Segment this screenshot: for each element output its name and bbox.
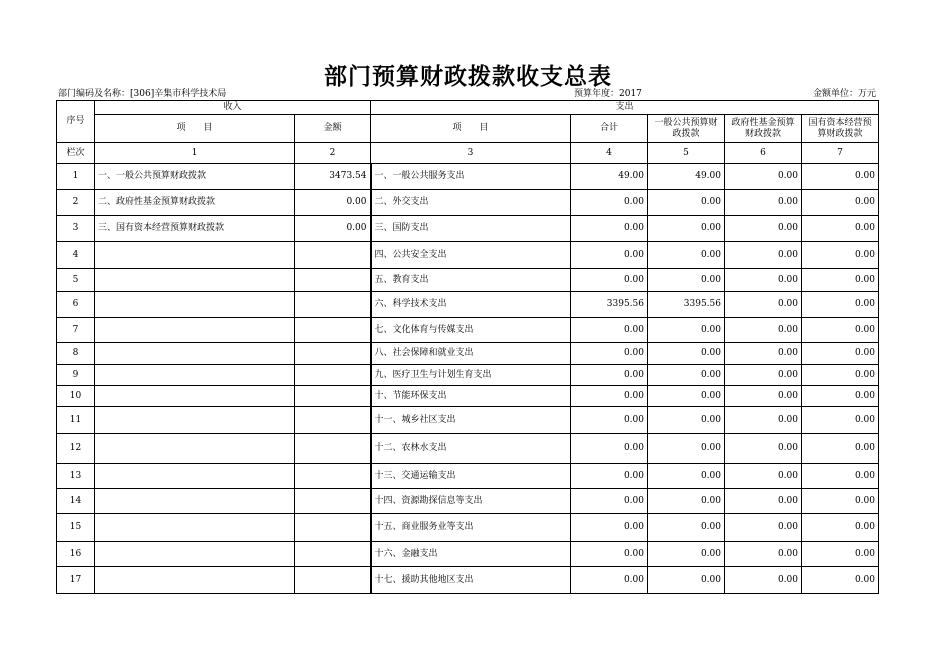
table-row — [57, 164, 879, 190]
table-row — [57, 242, 879, 269]
table-row — [57, 343, 879, 365]
row-seq: 11 — [57, 407, 95, 434]
general-budget-amount: 0.00 — [648, 318, 725, 343]
state-capital-amount: 0.00 — [802, 216, 879, 242]
income-item — [95, 514, 295, 542]
state-capital-amount: 0.00 — [802, 542, 879, 567]
state-capital-amount: 0.00 — [802, 190, 879, 216]
expense-item: 十四、资源勘探信息等支出 — [371, 489, 571, 514]
row-seq: 10 — [57, 386, 95, 407]
gov-fund-amount: 0.00 — [725, 489, 802, 514]
gov-fund-amount: 0.00 — [725, 514, 802, 542]
general-budget-amount: 0.00 — [648, 216, 725, 242]
income-item — [95, 269, 295, 292]
table-row — [57, 216, 879, 242]
state-capital-amount: 0.00 — [802, 434, 879, 464]
income-amount — [295, 365, 371, 386]
row-seq: 15 — [57, 514, 95, 542]
general-budget-amount: 0.00 — [648, 365, 725, 386]
header-income-amount: 金额 — [295, 115, 371, 143]
gov-fund-amount: 0.00 — [725, 464, 802, 489]
income-amount: 0.00 — [295, 216, 371, 242]
row-seq: 3 — [57, 216, 95, 242]
table-row — [57, 318, 879, 343]
row-seq: 5 — [57, 269, 95, 292]
state-capital-amount: 0.00 — [802, 318, 879, 343]
income-item — [95, 464, 295, 489]
column-index: 6 — [725, 143, 802, 164]
gov-fund-amount: 0.00 — [725, 216, 802, 242]
expense-item: 十、节能环保支出 — [371, 386, 571, 407]
income-amount: 3473.54 — [295, 164, 371, 190]
general-budget-amount: 0.00 — [648, 269, 725, 292]
state-capital-amount: 0.00 — [802, 242, 879, 269]
expense-item: 九、医疗卫生与计划生育支出 — [371, 365, 571, 386]
row-seq: 6 — [57, 292, 95, 318]
expense-item: 一、一般公共服务支出 — [371, 164, 571, 190]
gov-fund-amount: 0.00 — [725, 164, 802, 190]
header-seq: 序号 — [57, 101, 95, 143]
expense-total: 0.00 — [571, 216, 648, 242]
expense-total: 0.00 — [571, 489, 648, 514]
income-item — [95, 386, 295, 407]
row-seq: 16 — [57, 542, 95, 567]
row-seq: 2 — [57, 190, 95, 216]
gov-fund-amount: 0.00 — [725, 434, 802, 464]
state-capital-amount: 0.00 — [802, 343, 879, 365]
table-row — [57, 514, 879, 542]
table-row — [57, 386, 879, 407]
gov-fund-amount: 0.00 — [725, 318, 802, 343]
general-budget-amount: 0.00 — [648, 567, 725, 594]
general-budget-amount: 49.00 — [648, 164, 725, 190]
amount-unit-label: 金额单位：万元 — [812, 89, 876, 99]
header-income: 收入 — [95, 101, 371, 115]
expense-total: 0.00 — [571, 242, 648, 269]
expense-item: 十三、交通运输支出 — [371, 464, 571, 489]
general-budget-amount: 0.00 — [648, 464, 725, 489]
expense-item: 八、社会保障和就业支出 — [371, 343, 571, 365]
column-index: 3 — [371, 143, 571, 164]
expense-total: 0.00 — [571, 318, 648, 343]
table-row — [57, 407, 879, 434]
gov-fund-amount: 0.00 — [725, 292, 802, 318]
header-state-capital: 国有资本经营预算财政拨款 — [802, 115, 879, 143]
income-item — [95, 489, 295, 514]
expense-item: 二、外交支出 — [371, 190, 571, 216]
table-row — [57, 365, 879, 386]
expense-total: 0.00 — [571, 464, 648, 489]
income-amount — [295, 343, 371, 365]
expense-total: 0.00 — [571, 434, 648, 464]
expense-total: 0.00 — [571, 386, 648, 407]
gov-fund-amount: 0.00 — [725, 407, 802, 434]
general-budget-amount: 0.00 — [648, 386, 725, 407]
income-item — [95, 343, 295, 365]
income-amount — [295, 407, 371, 434]
general-budget-amount: 0.00 — [648, 343, 725, 365]
table-row — [57, 269, 879, 292]
expense-item: 十七、援助其他地区支出 — [371, 567, 571, 594]
general-budget-amount: 0.00 — [648, 514, 725, 542]
table-row — [57, 489, 879, 514]
income-amount — [295, 269, 371, 292]
gov-fund-amount: 0.00 — [725, 365, 802, 386]
expense-item: 七、文化体育与传媒支出 — [371, 318, 571, 343]
state-capital-amount: 0.00 — [802, 292, 879, 318]
row-seq: 7 — [57, 318, 95, 343]
general-budget-amount: 0.00 — [648, 407, 725, 434]
expense-item: 四、公共安全支出 — [371, 242, 571, 269]
expense-item: 十二、农林水支出 — [371, 434, 571, 464]
income-item — [95, 318, 295, 343]
header-expense-item: 项 目 — [371, 115, 571, 143]
income-amount — [295, 567, 371, 594]
income-amount — [295, 434, 371, 464]
expense-item: 三、国防支出 — [371, 216, 571, 242]
column-index: 5 — [648, 143, 725, 164]
expense-total: 0.00 — [571, 190, 648, 216]
expense-total: 3395.56 — [571, 292, 648, 318]
expense-total: 0.00 — [571, 514, 648, 542]
income-amount — [295, 386, 371, 407]
income-amount — [295, 292, 371, 318]
income-item — [95, 407, 295, 434]
income-item: 二、政府性基金预算财政拨款 — [95, 190, 295, 216]
state-capital-amount: 0.00 — [802, 407, 879, 434]
table-row — [57, 542, 879, 567]
gov-fund-amount: 0.00 — [725, 269, 802, 292]
gov-fund-amount: 0.00 — [725, 190, 802, 216]
income-item — [95, 242, 295, 269]
table-row — [57, 464, 879, 489]
income-amount — [295, 318, 371, 343]
income-item — [95, 365, 295, 386]
expense-item: 十六、金融支出 — [371, 542, 571, 567]
expense-total: 0.00 — [571, 365, 648, 386]
income-item: 一、一般公共预算财政拨款 — [95, 164, 295, 190]
gov-fund-amount: 0.00 — [725, 542, 802, 567]
general-budget-amount: 0.00 — [648, 242, 725, 269]
state-capital-amount: 0.00 — [802, 464, 879, 489]
income-amount — [295, 242, 371, 269]
header-expense: 支出 — [371, 101, 879, 115]
row-seq: 1 — [57, 164, 95, 190]
state-capital-amount: 0.00 — [802, 365, 879, 386]
column-index: 7 — [802, 143, 879, 164]
expense-item: 十一、城乡社区支出 — [371, 407, 571, 434]
expense-total: 0.00 — [571, 542, 648, 567]
gov-fund-amount: 0.00 — [725, 343, 802, 365]
report-title: 部门预算财政拨款收支总表 — [324, 63, 612, 90]
income-amount — [295, 514, 371, 542]
state-capital-amount: 0.00 — [802, 567, 879, 594]
income-amount — [295, 489, 371, 514]
gov-fund-amount: 0.00 — [725, 567, 802, 594]
income-item — [95, 434, 295, 464]
row-seq: 14 — [57, 489, 95, 514]
row-seq: 9 — [57, 365, 95, 386]
expense-total: 0.00 — [571, 407, 648, 434]
table-row — [57, 190, 879, 216]
header-general-budget: 一般公共预算财政拨款 — [648, 115, 725, 143]
row-seq: 12 — [57, 434, 95, 464]
row-seq: 13 — [57, 464, 95, 489]
column-index: 1 — [95, 143, 295, 164]
income-amount — [295, 542, 371, 567]
row-seq: 17 — [57, 567, 95, 594]
general-budget-amount: 0.00 — [648, 190, 725, 216]
general-budget-amount: 3395.56 — [648, 292, 725, 318]
income-amount: 0.00 — [295, 190, 371, 216]
expense-total: 49.00 — [571, 164, 648, 190]
table-row — [57, 434, 879, 464]
state-capital-amount: 0.00 — [802, 269, 879, 292]
income-item: 三、国有资本经营预算财政拨款 — [95, 216, 295, 242]
expense-total: 0.00 — [571, 567, 648, 594]
income-amount — [295, 464, 371, 489]
budget-summary-table — [56, 100, 879, 594]
state-capital-amount: 0.00 — [802, 489, 879, 514]
expense-item: 五、教育支出 — [371, 269, 571, 292]
row-seq: 8 — [57, 343, 95, 365]
column-index: 2 — [295, 143, 371, 164]
header-gov-fund: 政府性基金预算财政拨款 — [725, 115, 802, 143]
column-index-label: 栏次 — [57, 143, 95, 164]
income-item — [95, 292, 295, 318]
general-budget-amount: 0.00 — [648, 542, 725, 567]
income-item — [95, 567, 295, 594]
department-label: 部门编码及名称：[306]辛集市科学技术局 — [58, 89, 227, 99]
table-row — [57, 567, 879, 594]
header-total: 合计 — [571, 115, 648, 143]
gov-fund-amount: 0.00 — [725, 242, 802, 269]
column-index: 4 — [571, 143, 648, 164]
general-budget-amount: 0.00 — [648, 434, 725, 464]
expense-total: 0.00 — [571, 343, 648, 365]
table-row — [57, 292, 879, 318]
budget-year-label: 预算年度：2017 — [574, 89, 642, 99]
header-income-item: 项 目 — [95, 115, 295, 143]
income-item — [95, 542, 295, 567]
row-seq: 4 — [57, 242, 95, 269]
state-capital-amount: 0.00 — [802, 514, 879, 542]
expense-total: 0.00 — [571, 269, 648, 292]
state-capital-amount: 0.00 — [802, 386, 879, 407]
expense-item: 十五、商业服务业等支出 — [371, 514, 571, 542]
gov-fund-amount: 0.00 — [725, 386, 802, 407]
general-budget-amount: 0.00 — [648, 489, 725, 514]
expense-item: 六、科学技术支出 — [371, 292, 571, 318]
state-capital-amount: 0.00 — [802, 164, 879, 190]
